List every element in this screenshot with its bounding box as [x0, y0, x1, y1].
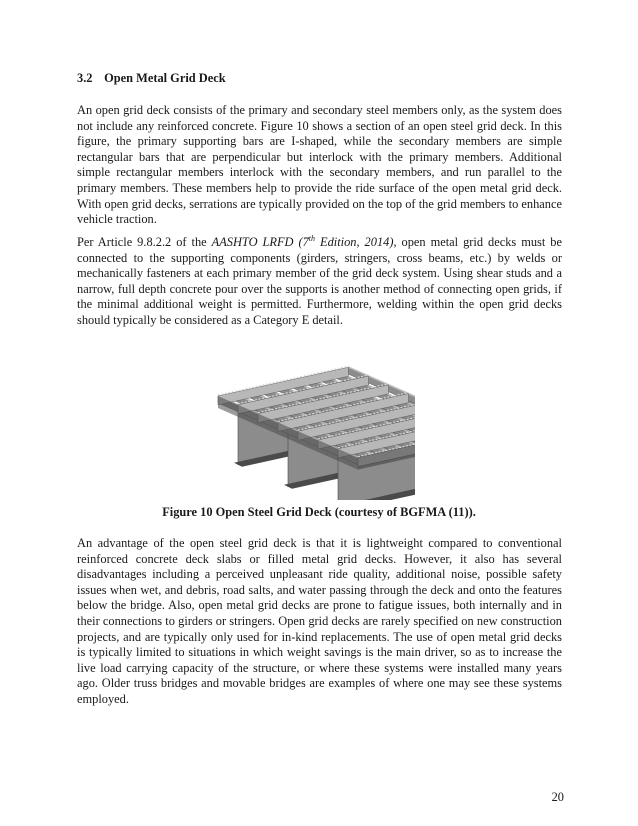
grid-deck-figure [210, 330, 415, 500]
paragraph-advantages: An advantage of the open steel grid deck is that it is lightweight compared to conventional reinforced concrete deck slabs or filled metal grid decks. However, it also has several disadvantages including a perceived unpleasant ride quality, additional noise, possible safety issues when wet, and debris, road salts, and water passing through the deck and onto the features below the bridge. Also, open metal grid decks are prone to fatigue issues, both internally and in their connections to girders or stringers. Open grid decks are rarely specified on new construction projects, and are typically only used for in-kind replacements. The use of open metal grid decks is typically limited to situations in which weight savings is the main driver, so as to increase the live load carrying capacity of the structure, or where these systems were installed many years ago. Older truss bridges and movable bridges are examples of where one may see these systems employed. [77, 536, 562, 706]
paragraph-intro: An open grid deck consists of the primary and secondary steel members only, as the system does not include any reinforced concrete. Figure 10 shows a section of an open steel grid deck. In this figure, the primary supporting bars are I-shaped, while the secondary members are simple rectangular bars that are perpendicular but interlock with the primary members. Additional simple rectangular members interlock with the secondary members, and run parallel to the primary members. These members help to provide the ride surface of the open metal grid deck. With open grid decks, serrations are typically provided on the top of the grid members to enhance vehicle traction. [77, 103, 562, 227]
paragraph-aashto-rest: , open metal grid decks must be connected to the supporting components (girders, stringers, cross beams, etc.) by welds or mechanically fasteners at each primary member of the grid deck system. Using shear studs and a narrow, full depth concrete pour over the supports is another method of connecting open grids, if the minimal additional weight is permitted. Furthermore, welding within the open grid decks should typically be considered as a Category E detail. [77, 235, 562, 327]
section-heading [77, 71, 226, 86]
grid-deck-image [210, 330, 415, 500]
edition-superscript: th [308, 233, 316, 243]
paragraph-aashto [77, 235, 562, 329]
aashto-reference-a: AASHTO LRFD (7 [211, 235, 309, 249]
page-number: 20 [551, 790, 564, 804]
paragraph-aashto-lead: Per Article 9.8.2.2 of the [77, 235, 212, 249]
section-number: 3.2 [77, 71, 93, 85]
section-title: Open Metal Grid Deck [104, 71, 226, 85]
aashto-reference-b: Edition, 2014) [315, 235, 394, 249]
figure-caption: Figure 10 Open Steel Grid Deck (courtesy of BGFMA (11)). [162, 505, 476, 519]
aashto-reference [212, 235, 394, 249]
